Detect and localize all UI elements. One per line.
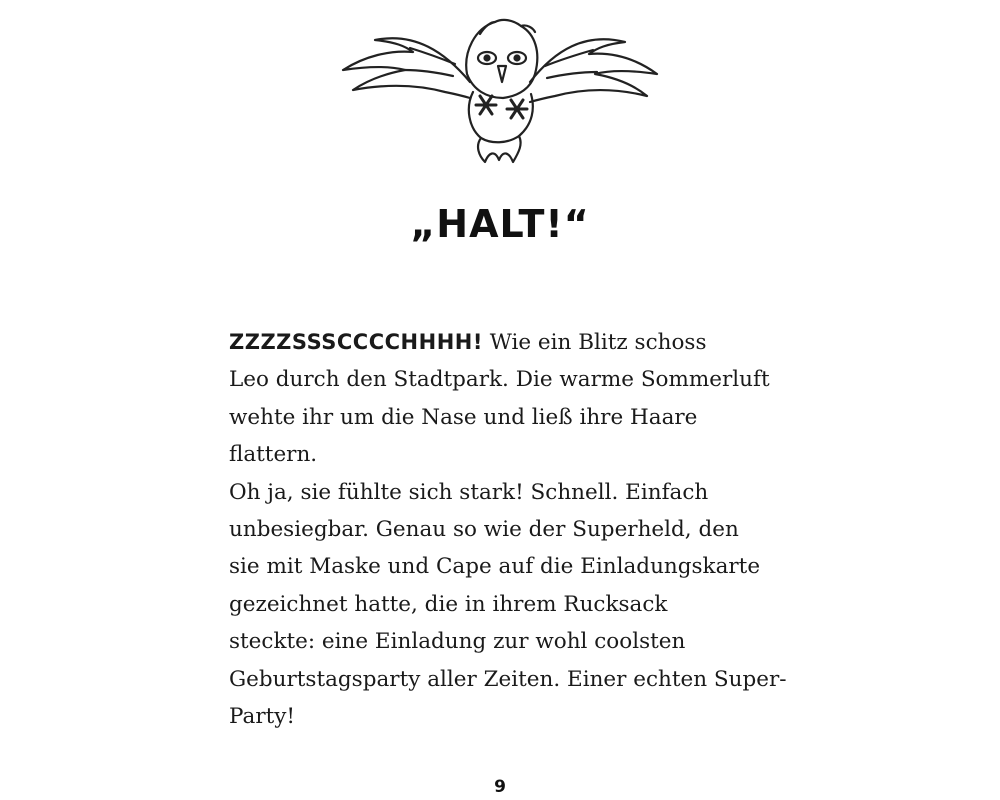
text-line: flattern. bbox=[229, 442, 318, 468]
body-paragraph bbox=[229, 324, 789, 735]
text-line: Leo durch den Stadtpark. Die warme Sommerluft bbox=[229, 367, 770, 393]
text-line: Oh ja, sie fühlte sich stark! Schnell. Einfach bbox=[229, 479, 709, 505]
text-line: steckte: eine Einladung zur wohl coolsten bbox=[229, 629, 686, 655]
text-line: gezeichnet hatte, die in ihrem Rucksack bbox=[229, 591, 668, 617]
text-line: Geburtstagsparty aller Zeiten. Einer echten Super- bbox=[229, 666, 787, 692]
text-line: sie mit Maske und Cape auf die Einladungskarte bbox=[229, 554, 761, 580]
sound-effect: ZZZZSSSCCCCHHHH! bbox=[229, 330, 483, 354]
text-line: unbesiegbar. Genau so wie der Superheld, den bbox=[229, 517, 739, 543]
text-line: wehte ihr um die Nase und ließ ihre Haare bbox=[229, 404, 698, 430]
text-line: Party! bbox=[229, 704, 296, 730]
text-line: ZZZZSSSCCCCHHHH! Wie ein Blitz schoss bbox=[229, 330, 707, 355]
owl-drawing-icon bbox=[335, 12, 665, 172]
page-number: 9 bbox=[494, 777, 506, 797]
chapter-title: „HALT!“ bbox=[410, 202, 590, 246]
